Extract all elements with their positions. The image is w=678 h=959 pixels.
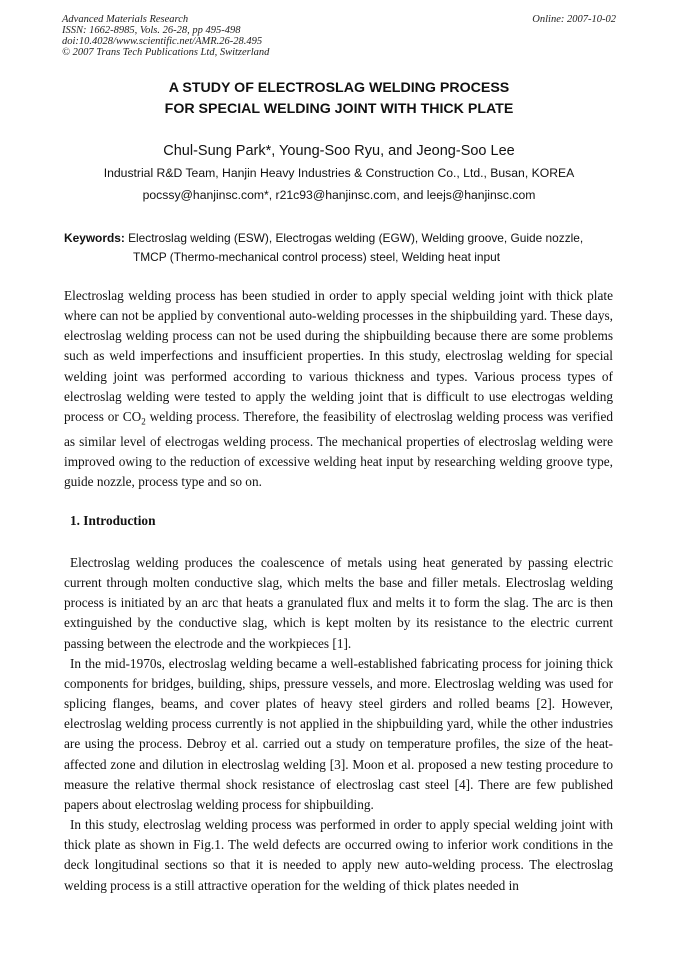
abstract-text-2: welding process. Therefore, the feasibility of electroslag welding process was verified as similar level of electrogas welding process. The mechanical properties of electroslag welding were improved owing to the reduction of excessive welding heat input by researching welding groove type, guide nozzle, process type and so on. [64,408,613,490]
keywords-block [64,229,620,267]
journal-name: Advanced Materials Research [62,14,189,25]
subscript-2: 2 [141,416,146,427]
abstract [64,286,613,492]
paper-title-line-1: A STUDY OF ELECTROSLAG WELDING PROCESS [168,80,510,96]
issn-line: ISSN: 1662-8985, Vols. 26-28, pp 495-498 [62,25,241,36]
intro-paragraph: In the mid-1970s, electroslag welding became a well-established fabricating process for joining thick components for bridges, building, ships, pressure vessels, and more. Electroslag welding was used for splicing flanges, beams, and cover plates of heavy steel girders and rolled beams [2]. However, electroslag welding process currently is not applied in the shipbuilding yard, while the other industries are using the process. Debroy et al. carried out a study on temperature profiles, the size of the heat-affected zone and dilution in electroslag welding [3]. Moon et al. proposed a new testing procedure to measure the relative thermal shock resistance of electroslag cast steel [4]. There are few published papers about electroslag welding process for shipbuilding. [64,655,613,812]
keywords-label: Keywords: [64,231,125,245]
copyright-line: © 2007 Trans Tech Publications Ltd, Switzerland [62,47,270,58]
journal-header [62,14,616,58]
intro-paragraph: In this study, electroslag welding process was performed in order to apply special welding joint with thick plate as shown in Fig.1. The weld defects are occurred owing to inferior work conditions in the deck longitudinal sections so that it is needed to apply new auto-welding process. The electroslag welding process is a still attractive operation for the welding of thick plates needed in [64,817,613,893]
keywords-line-2: TMCP (Thermo-mechanical control process) steel, Welding heat input [133,250,501,264]
online-date: Online: 2007-10-02 [532,14,616,25]
section-heading-introduction: 1. Introduction [70,513,156,528]
intro-paragraph: Electroslag welding produces the coalescence of metals using heat generated by passing electric current through molten conductive slag, which melts the base and filler metals. Electroslag welding process is initiated by an arc that heats a granulated flux and melts it to form the slag. The arc is then extinguished by the conductive slag, which is kept molten by its resistance to the electric current passing between the electrode and the workpieces [1]. [64,555,613,651]
author-list: Chul-Sung Park*, Young-Soo Ryu, and Jeong-Soo Lee [163,143,515,159]
introduction-body [64,553,613,896]
abstract-text-1: Electroslag welding process has been studied in order to apply special welding joint with thick plate where can not be applied by conventional auto-welding processes in the shipbuilding yard. These days, electroslag welding process can not be used during the shipbuilding because there are some problems such as weld imperfections and insufficient properties. In this study, electroslag welding for special welding joint was performed according to various thickness and types. Various process types of electroslag welding were tested to apply the welding joint that is difficult to use electrogas welding process or CO [64,288,613,424]
affiliation: Industrial R&D Team, Hanjin Heavy Industries & Construction Co., Ltd., Busan, KOREA [103,166,575,180]
paper-title-line-2: FOR SPECIAL WELDING JOINT WITH THICK PLATE [164,101,514,117]
keywords-line-1: Electroslag welding (ESW), Electrogas welding (EGW), Welding groove, Guide nozzle, [128,231,584,245]
doi-line: doi:10.4028/www.scientific.net/AMR.26-28.495 [62,36,263,47]
author-emails: pocssy@hanjinsc.com*, r21c93@hanjinsc.com, and leejs@hanjinsc.com [142,188,536,202]
